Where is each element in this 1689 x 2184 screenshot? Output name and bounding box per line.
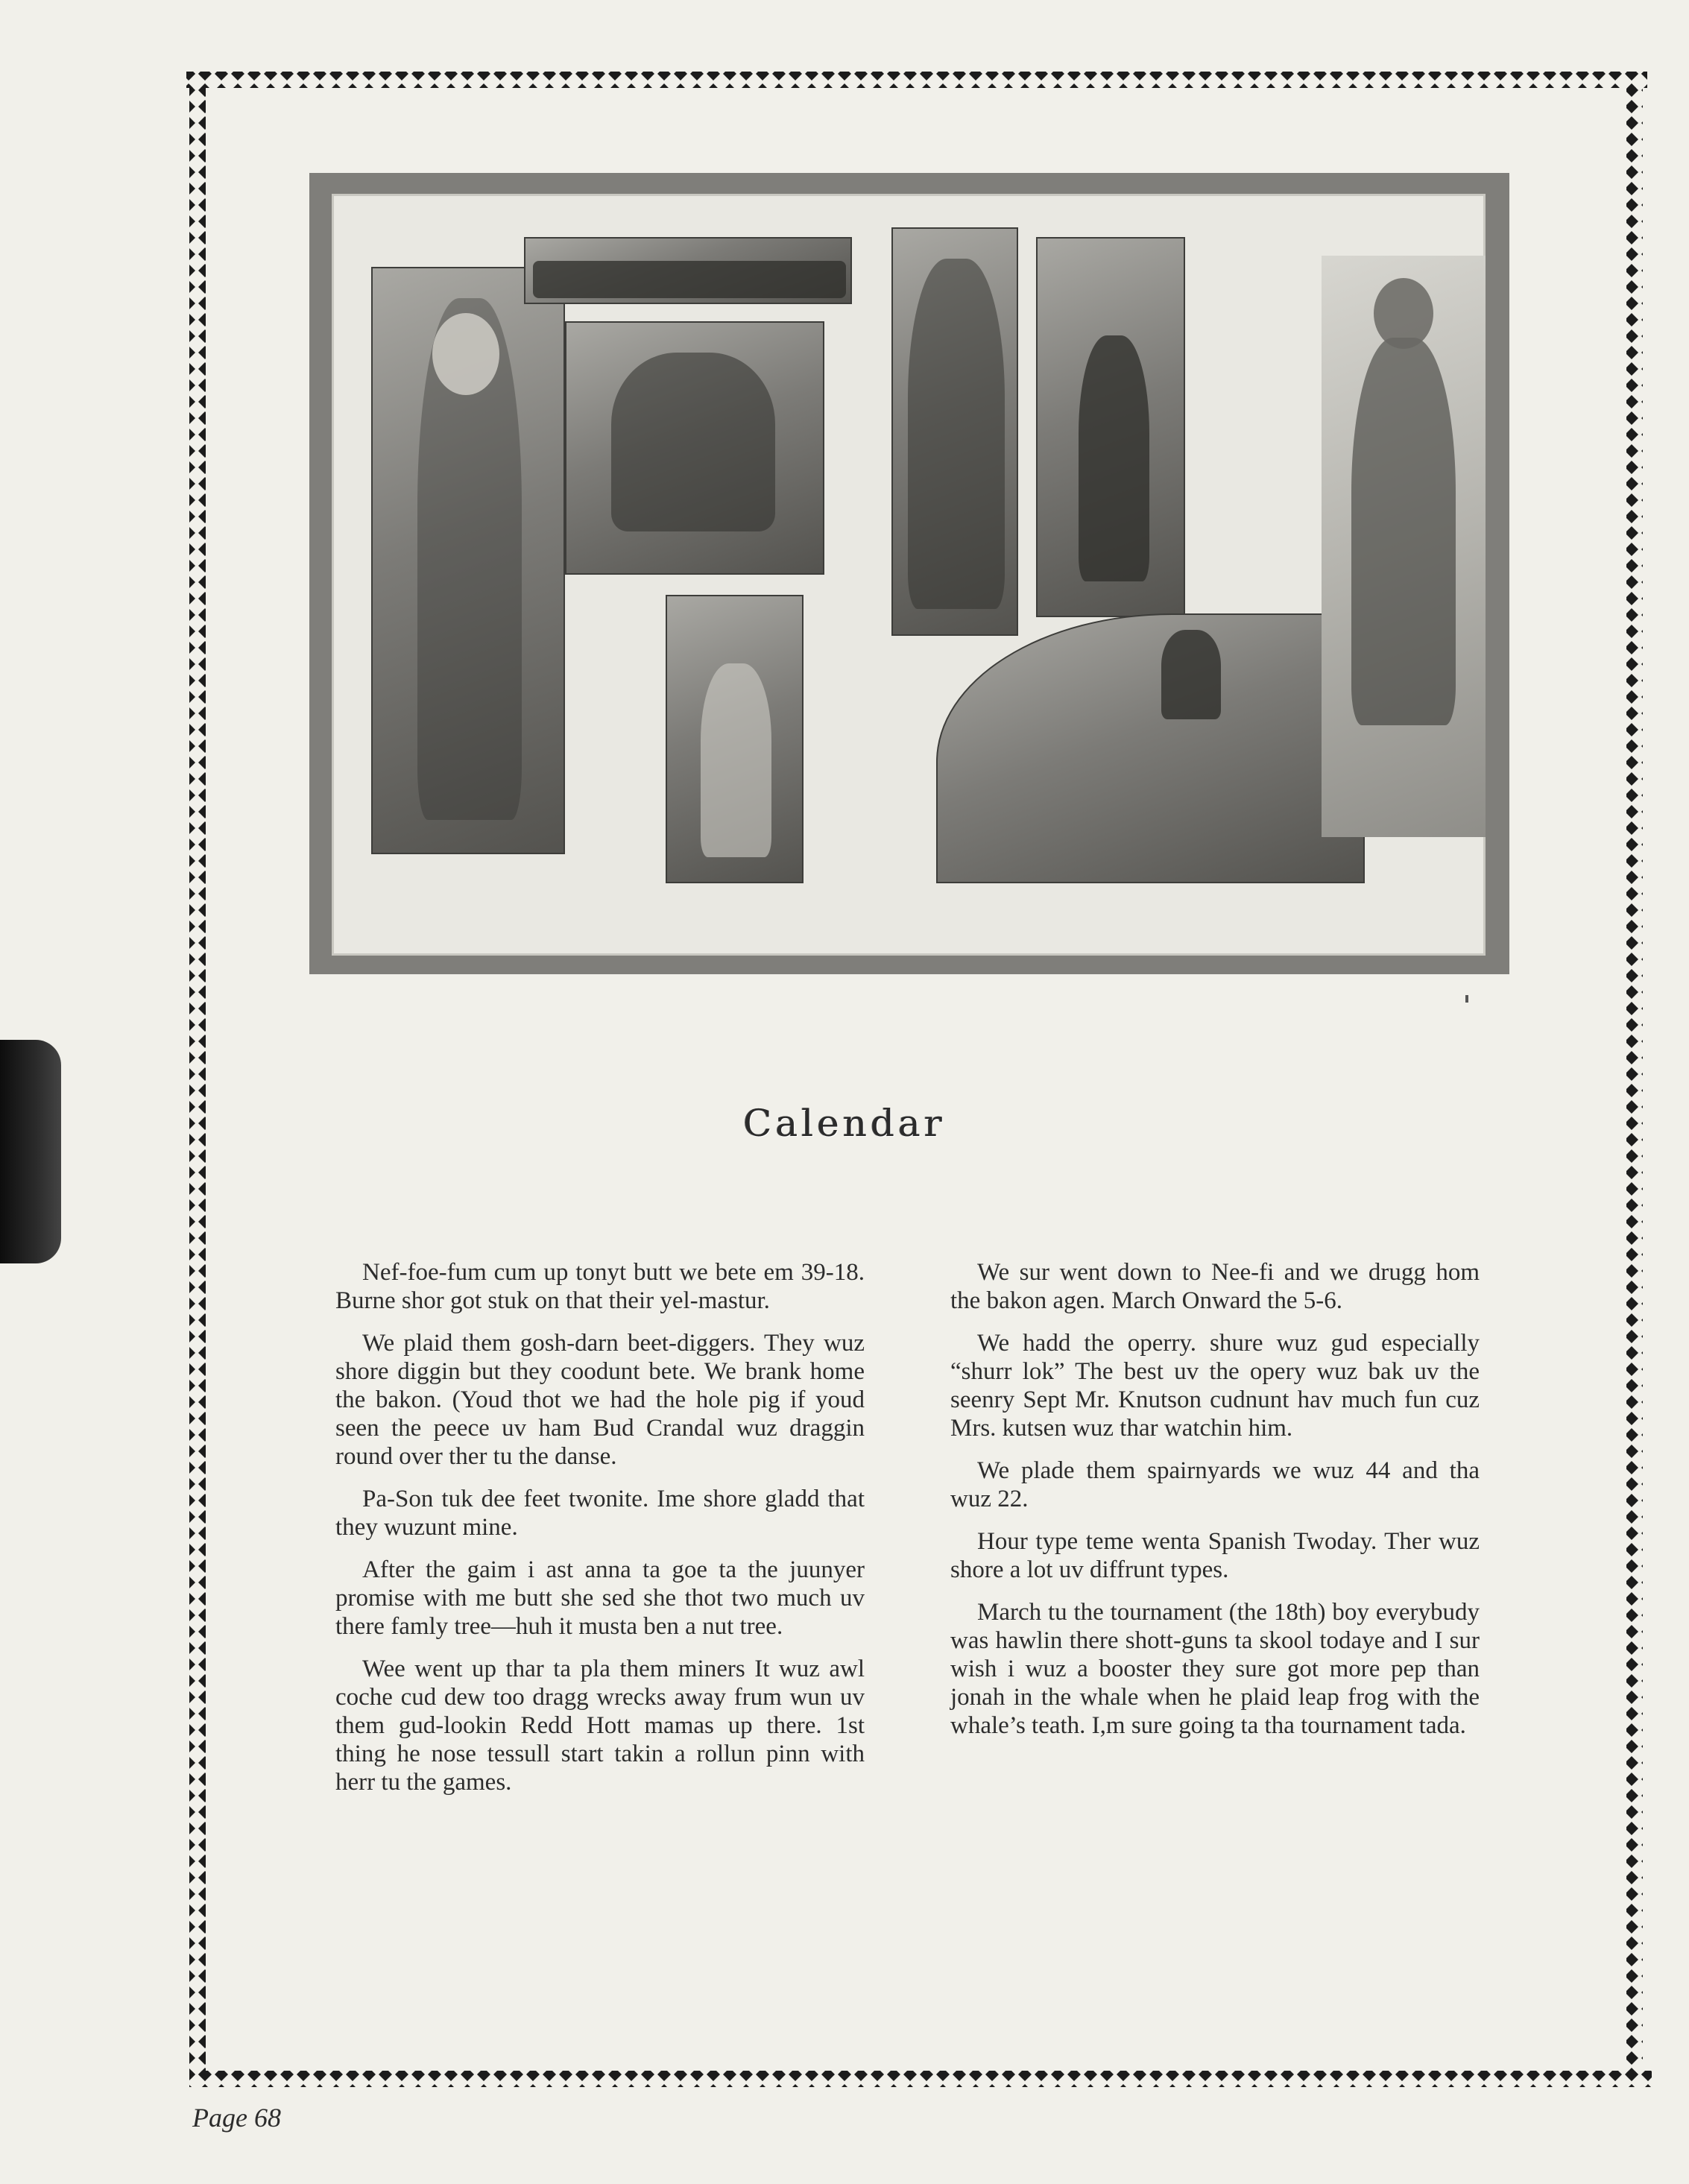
photo-piggyback [891, 227, 1018, 636]
left-column [335, 1258, 865, 1811]
photo-fringed-rug [936, 613, 1365, 883]
right-column [950, 1258, 1480, 1754]
paragraph: After the gaim i ast anna ta goe ta the juunyer promise with me butt she sed she thot two much uv there famly tree—huh it musta ben a nut tree. [335, 1556, 865, 1640]
paragraph: We plaid them gosh-darn beet-diggers. They wuz shore diggin but they coodunt bete. We brank home the bakon. (Youd thot we had the hole pig if youd seen the peece uv ham Bud Crandal wuz draggin round over ther tu the danse. [335, 1330, 865, 1470]
photo-team-group [524, 237, 852, 304]
photo-two-girls [666, 595, 804, 883]
paragraph: We hadd the operry. shure wuz gud especially “shurr lok” The best uv the opery wuz bak uv the seenry Sept Mr. Knutson cudnunt hav much fun cuz Mrs. kutsen wuz thar watchin him. [950, 1330, 1480, 1442]
paragraph: We plade them spairnyards we wuz 44 and tha wuz 22. [950, 1457, 1480, 1512]
paragraph: Pa-Son tuk dee feet twonite. Ime shore gladd that they wuzunt mine. [335, 1486, 865, 1541]
paragraph: March tu the tournament (the 18th) boy everybudy was hawlin there shott-guns ta skool todaye and I sur wish i wuz a booster they sure got more pep than jonah in the whale when he plaid leap frog with the whale’s teath. I,m sure going ta tha tournament tada. [950, 1599, 1480, 1739]
photo-collage [309, 173, 1509, 974]
paragraph: We sur went down to Nee-fi and we drugg hom the bakon agen. March Onward the 5-6. [950, 1259, 1480, 1314]
page-title: Calendar [743, 1102, 946, 1145]
photo-friends-on-steps [565, 321, 824, 575]
print-speck [1465, 995, 1468, 1003]
photo-boy-in-sweater [371, 267, 565, 854]
photo-man-in-apron [1036, 237, 1185, 617]
photo-woman-standing [1322, 256, 1486, 837]
paragraph: Wee went up thar ta pla them miners It wuz awl coche cud dew too dragg wrecks away frum wun uv them gud-lookin Redd Hott mamas up there. 1st thing he nose tessull start takin a rollun pinn with herr tu the games. [335, 1656, 865, 1796]
page-number: Page 68 [192, 2103, 281, 2133]
paragraph: Hour type teme wenta Spanish Twoday. Ther wuz shore a lot uv diffrunt types. [950, 1528, 1480, 1583]
collage-mat [332, 194, 1486, 956]
paragraph: Nef-foe-fum cum up tonyt butt we bete em 39-18. Burne shor got stuk on that their yel-mastur. [335, 1259, 865, 1314]
